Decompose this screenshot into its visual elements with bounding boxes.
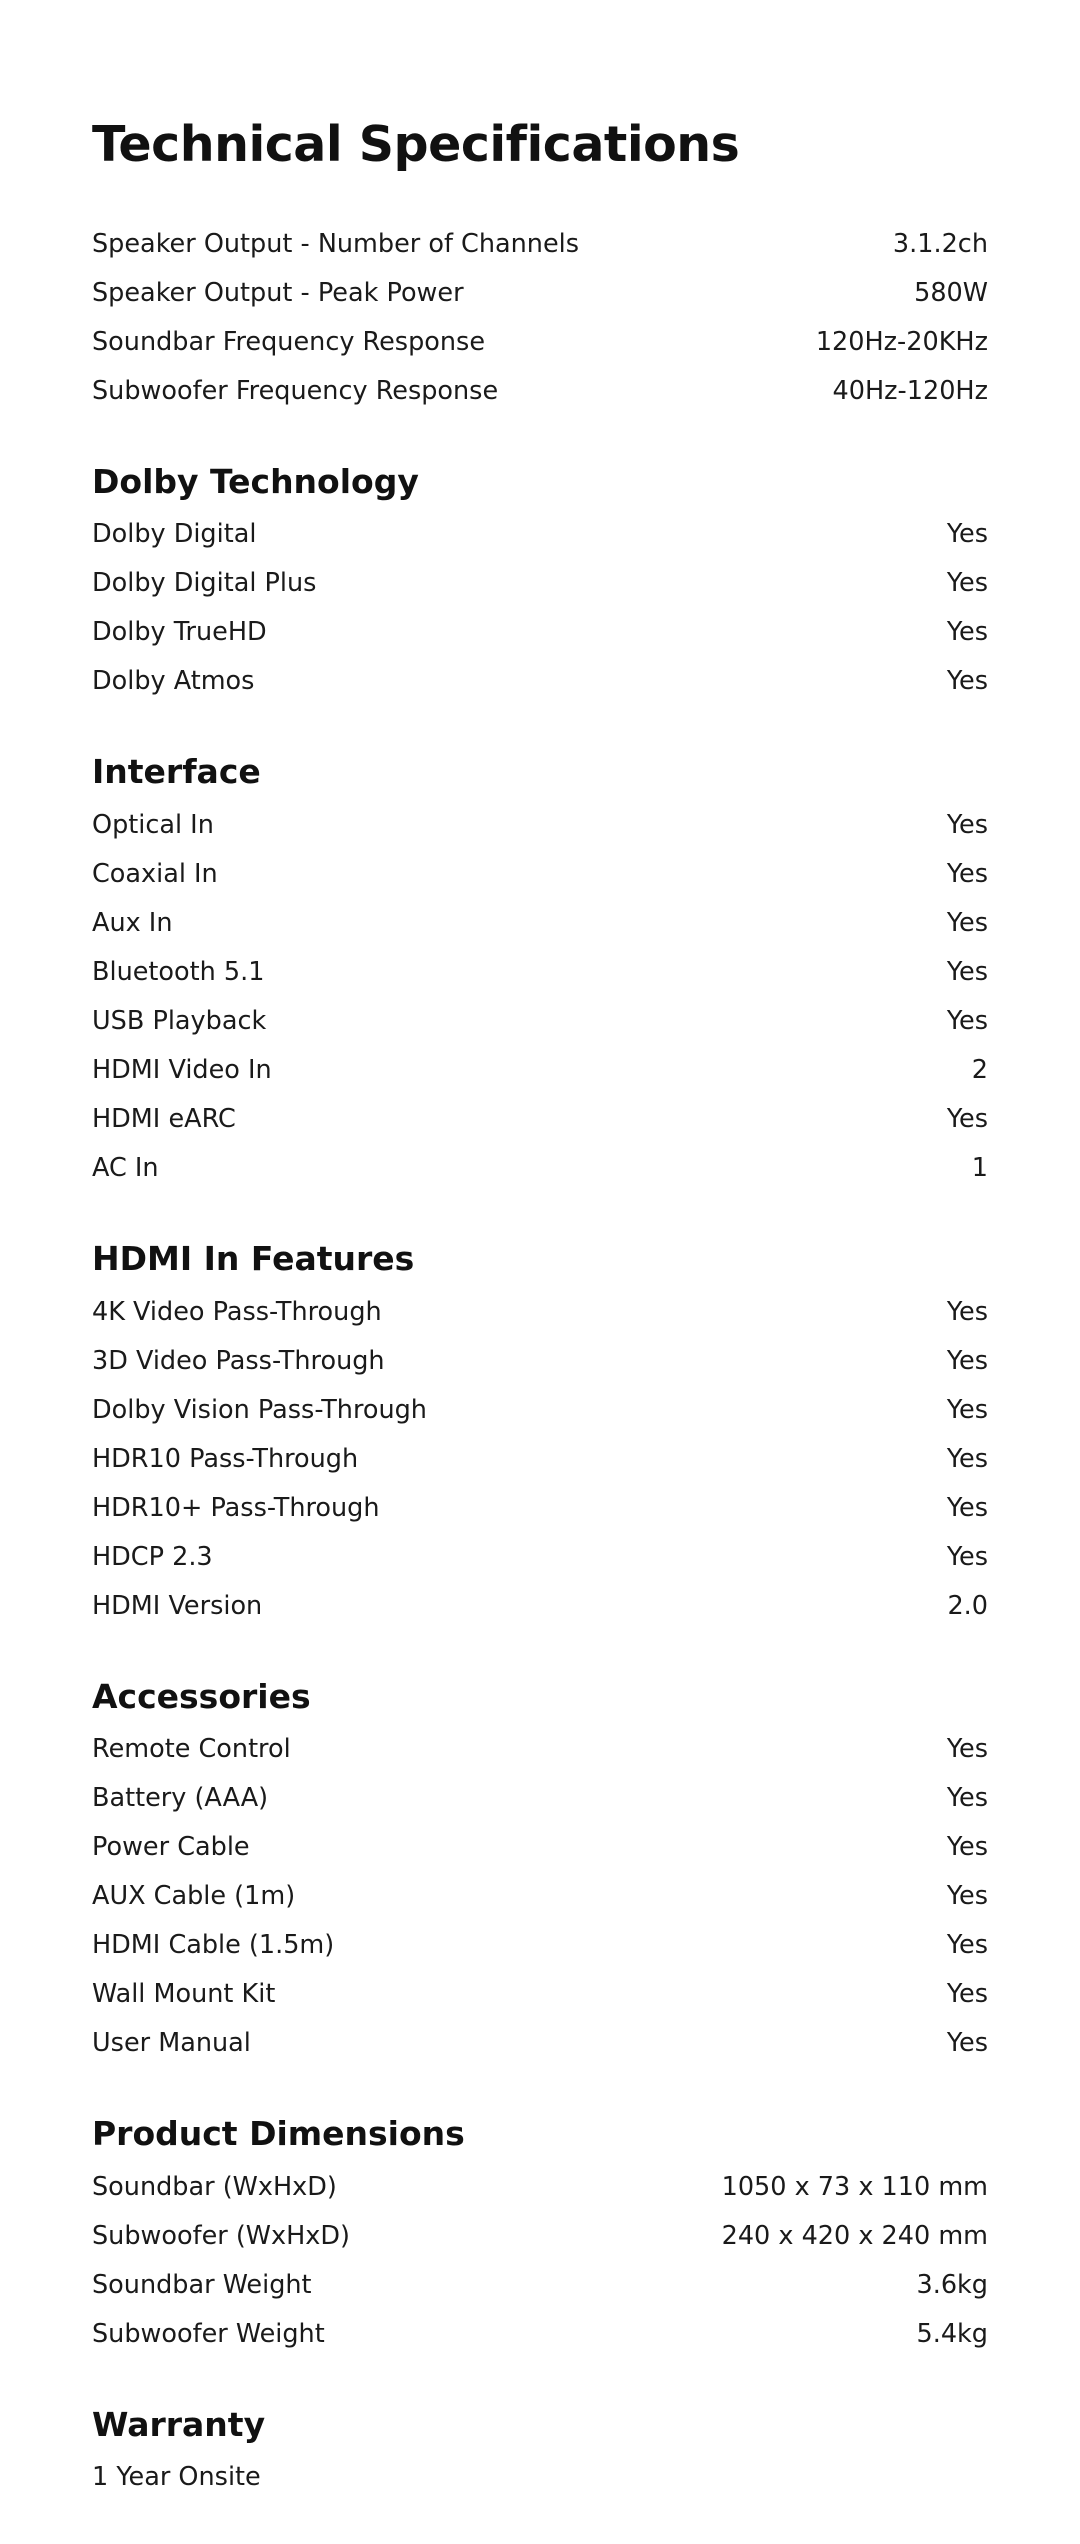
spec-row bbox=[92, 1823, 988, 1872]
spec-row bbox=[92, 318, 988, 367]
spec-label: Battery (AAA) bbox=[92, 1783, 269, 1814]
spec-value: Yes bbox=[946, 1734, 988, 1765]
spec-value: Yes bbox=[946, 1443, 988, 1474]
spec-label: Power Cable bbox=[92, 1832, 250, 1863]
spec-label: HDMI eARC bbox=[92, 1103, 236, 1134]
spec-row bbox=[92, 1872, 988, 1921]
spec-row bbox=[92, 1582, 988, 1631]
specifications-sections bbox=[92, 220, 988, 2502]
spec-value: Yes bbox=[946, 858, 988, 889]
section-heading: Accessories bbox=[92, 1676, 311, 1716]
spec-label: Dolby Digital Plus bbox=[92, 568, 317, 599]
spec-label: Soundbar Frequency Response bbox=[92, 326, 486, 357]
spec-row bbox=[92, 2163, 988, 2212]
spec-label: HDR10 Pass-Through bbox=[92, 1443, 359, 1474]
spec-label: Dolby TrueHD bbox=[92, 617, 267, 648]
spec-value: Yes bbox=[946, 1492, 988, 1523]
spec-row bbox=[92, 1774, 988, 1823]
spec-label: Speaker Output - Peak Power bbox=[92, 277, 464, 308]
spec-label: User Manual bbox=[92, 2028, 251, 2059]
section-spacer bbox=[92, 706, 988, 750]
spec-value: Yes bbox=[946, 1881, 988, 1912]
section-heading: Warranty bbox=[92, 2404, 266, 2444]
spec-label: HDMI Video In bbox=[92, 1054, 272, 1085]
spec-value: Yes bbox=[946, 1930, 988, 1961]
spec-value: Yes bbox=[946, 907, 988, 938]
spec-value: Yes bbox=[946, 1345, 988, 1376]
spec-label: Soundbar Weight bbox=[92, 2269, 312, 2300]
spec-label: HDR10+ Pass-Through bbox=[92, 1492, 380, 1523]
spec-value: Yes bbox=[946, 809, 988, 840]
spec-label: Coaxial In bbox=[92, 858, 218, 889]
spec-label: Dolby Vision Pass-Through bbox=[92, 1394, 427, 1425]
spec-row bbox=[92, 559, 988, 608]
spec-row bbox=[92, 1337, 988, 1386]
spec-value: Yes bbox=[946, 1832, 988, 1863]
spec-value: 580W bbox=[914, 277, 988, 308]
section-heading: HDMI In Features bbox=[92, 1238, 415, 1278]
spec-row bbox=[92, 948, 988, 997]
spec-value: 3.1.2ch bbox=[892, 228, 988, 259]
spec-value: Yes bbox=[946, 617, 988, 648]
spec-section bbox=[92, 1675, 988, 2069]
spec-row bbox=[92, 1484, 988, 1533]
spec-value: Yes bbox=[946, 1783, 988, 1814]
spec-section bbox=[92, 2112, 988, 2359]
spec-value: Yes bbox=[946, 1541, 988, 1572]
spec-row bbox=[92, 510, 988, 559]
spec-row bbox=[92, 899, 988, 948]
section-spacer bbox=[92, 1631, 988, 1675]
section-heading: Dolby Technology bbox=[92, 461, 419, 501]
spec-label: AC In bbox=[92, 1152, 159, 1183]
spec-row bbox=[92, 2261, 988, 2310]
spec-label: Subwoofer Weight bbox=[92, 2318, 325, 2349]
spec-value: 3.6kg bbox=[916, 2269, 988, 2300]
spec-row bbox=[92, 1144, 988, 1193]
section-spacer bbox=[92, 2068, 988, 2112]
spec-label: Subwoofer Frequency Response bbox=[92, 375, 499, 406]
spec-row bbox=[92, 1386, 988, 1435]
section-text: 1 Year Onsite bbox=[92, 2462, 261, 2493]
spec-label: HDMI Version bbox=[92, 1590, 263, 1621]
spec-row bbox=[92, 269, 988, 318]
spec-value: Yes bbox=[946, 956, 988, 987]
spec-label: HDCP 2.3 bbox=[92, 1541, 213, 1572]
spec-row bbox=[92, 608, 988, 657]
spec-label: Dolby Atmos bbox=[92, 666, 255, 697]
spec-value: Yes bbox=[946, 2028, 988, 2059]
spec-value: 1050 x 73 x 110 mm bbox=[721, 2171, 988, 2202]
spec-row bbox=[92, 1970, 988, 2019]
spec-row bbox=[92, 2310, 988, 2359]
spec-row bbox=[92, 1921, 988, 1970]
spec-row bbox=[92, 367, 988, 416]
spec-label: Speaker Output - Number of Channels bbox=[92, 228, 580, 259]
section-spacer bbox=[92, 416, 988, 460]
spec-row bbox=[92, 1435, 988, 1484]
spec-row bbox=[92, 2212, 988, 2261]
section-heading: Interface bbox=[92, 752, 261, 792]
spec-label: Optical In bbox=[92, 809, 214, 840]
spec-label: Aux In bbox=[92, 907, 173, 938]
spec-value: 1 bbox=[971, 1152, 988, 1183]
spec-row bbox=[92, 2019, 988, 2068]
spec-row bbox=[92, 657, 988, 706]
section-spacer bbox=[92, 1193, 988, 1237]
spec-row bbox=[92, 1095, 988, 1144]
spec-row bbox=[92, 1533, 988, 1582]
spec-section bbox=[92, 750, 988, 1193]
spec-value: Yes bbox=[946, 1005, 988, 1036]
spec-row bbox=[92, 1725, 988, 1774]
section-spacer bbox=[92, 2359, 988, 2403]
spec-value: Yes bbox=[946, 666, 988, 697]
spec-value: Yes bbox=[946, 1394, 988, 1425]
section-heading: Product Dimensions bbox=[92, 2114, 465, 2154]
spec-row bbox=[92, 997, 988, 1046]
spec-value: 5.4kg bbox=[916, 2318, 988, 2349]
spec-label: 3D Video Pass-Through bbox=[92, 1345, 385, 1376]
spec-value: Yes bbox=[946, 519, 988, 550]
spec-value: 120Hz-20KHz bbox=[815, 326, 988, 357]
spec-label: USB Playback bbox=[92, 1005, 267, 1036]
spec-value: 40Hz-120Hz bbox=[832, 375, 988, 406]
spec-section bbox=[92, 460, 988, 707]
spec-value: 2.0 bbox=[947, 1590, 988, 1621]
spec-row bbox=[92, 1288, 988, 1337]
spec-row bbox=[92, 801, 988, 850]
spec-label: HDMI Cable (1.5m) bbox=[92, 1930, 335, 1961]
spec-section bbox=[92, 220, 988, 416]
spec-value: Yes bbox=[946, 1296, 988, 1327]
spec-label: AUX Cable (1m) bbox=[92, 1881, 296, 1912]
spec-label: Bluetooth 5.1 bbox=[92, 956, 265, 987]
spec-value: Yes bbox=[946, 1979, 988, 2010]
spec-section bbox=[92, 1237, 988, 1631]
spec-label: Dolby Digital bbox=[92, 519, 257, 550]
spec-row bbox=[92, 1046, 988, 1095]
spec-row bbox=[92, 220, 988, 269]
spec-value: 240 x 420 x 240 mm bbox=[721, 2220, 988, 2251]
spec-label: Subwoofer (WxHxD) bbox=[92, 2220, 350, 2251]
page-title: Technical Specifications bbox=[92, 116, 740, 173]
spec-row bbox=[92, 850, 988, 899]
spec-label: 4K Video Pass-Through bbox=[92, 1296, 382, 1327]
spec-label: Remote Control bbox=[92, 1734, 291, 1765]
spec-label: Soundbar (WxHxD) bbox=[92, 2171, 337, 2202]
spec-value: 2 bbox=[971, 1054, 988, 1085]
spec-section bbox=[92, 2403, 988, 2503]
spec-label: Wall Mount Kit bbox=[92, 1979, 276, 2010]
spec-value: Yes bbox=[946, 1103, 988, 1134]
spec-value: Yes bbox=[946, 568, 988, 599]
